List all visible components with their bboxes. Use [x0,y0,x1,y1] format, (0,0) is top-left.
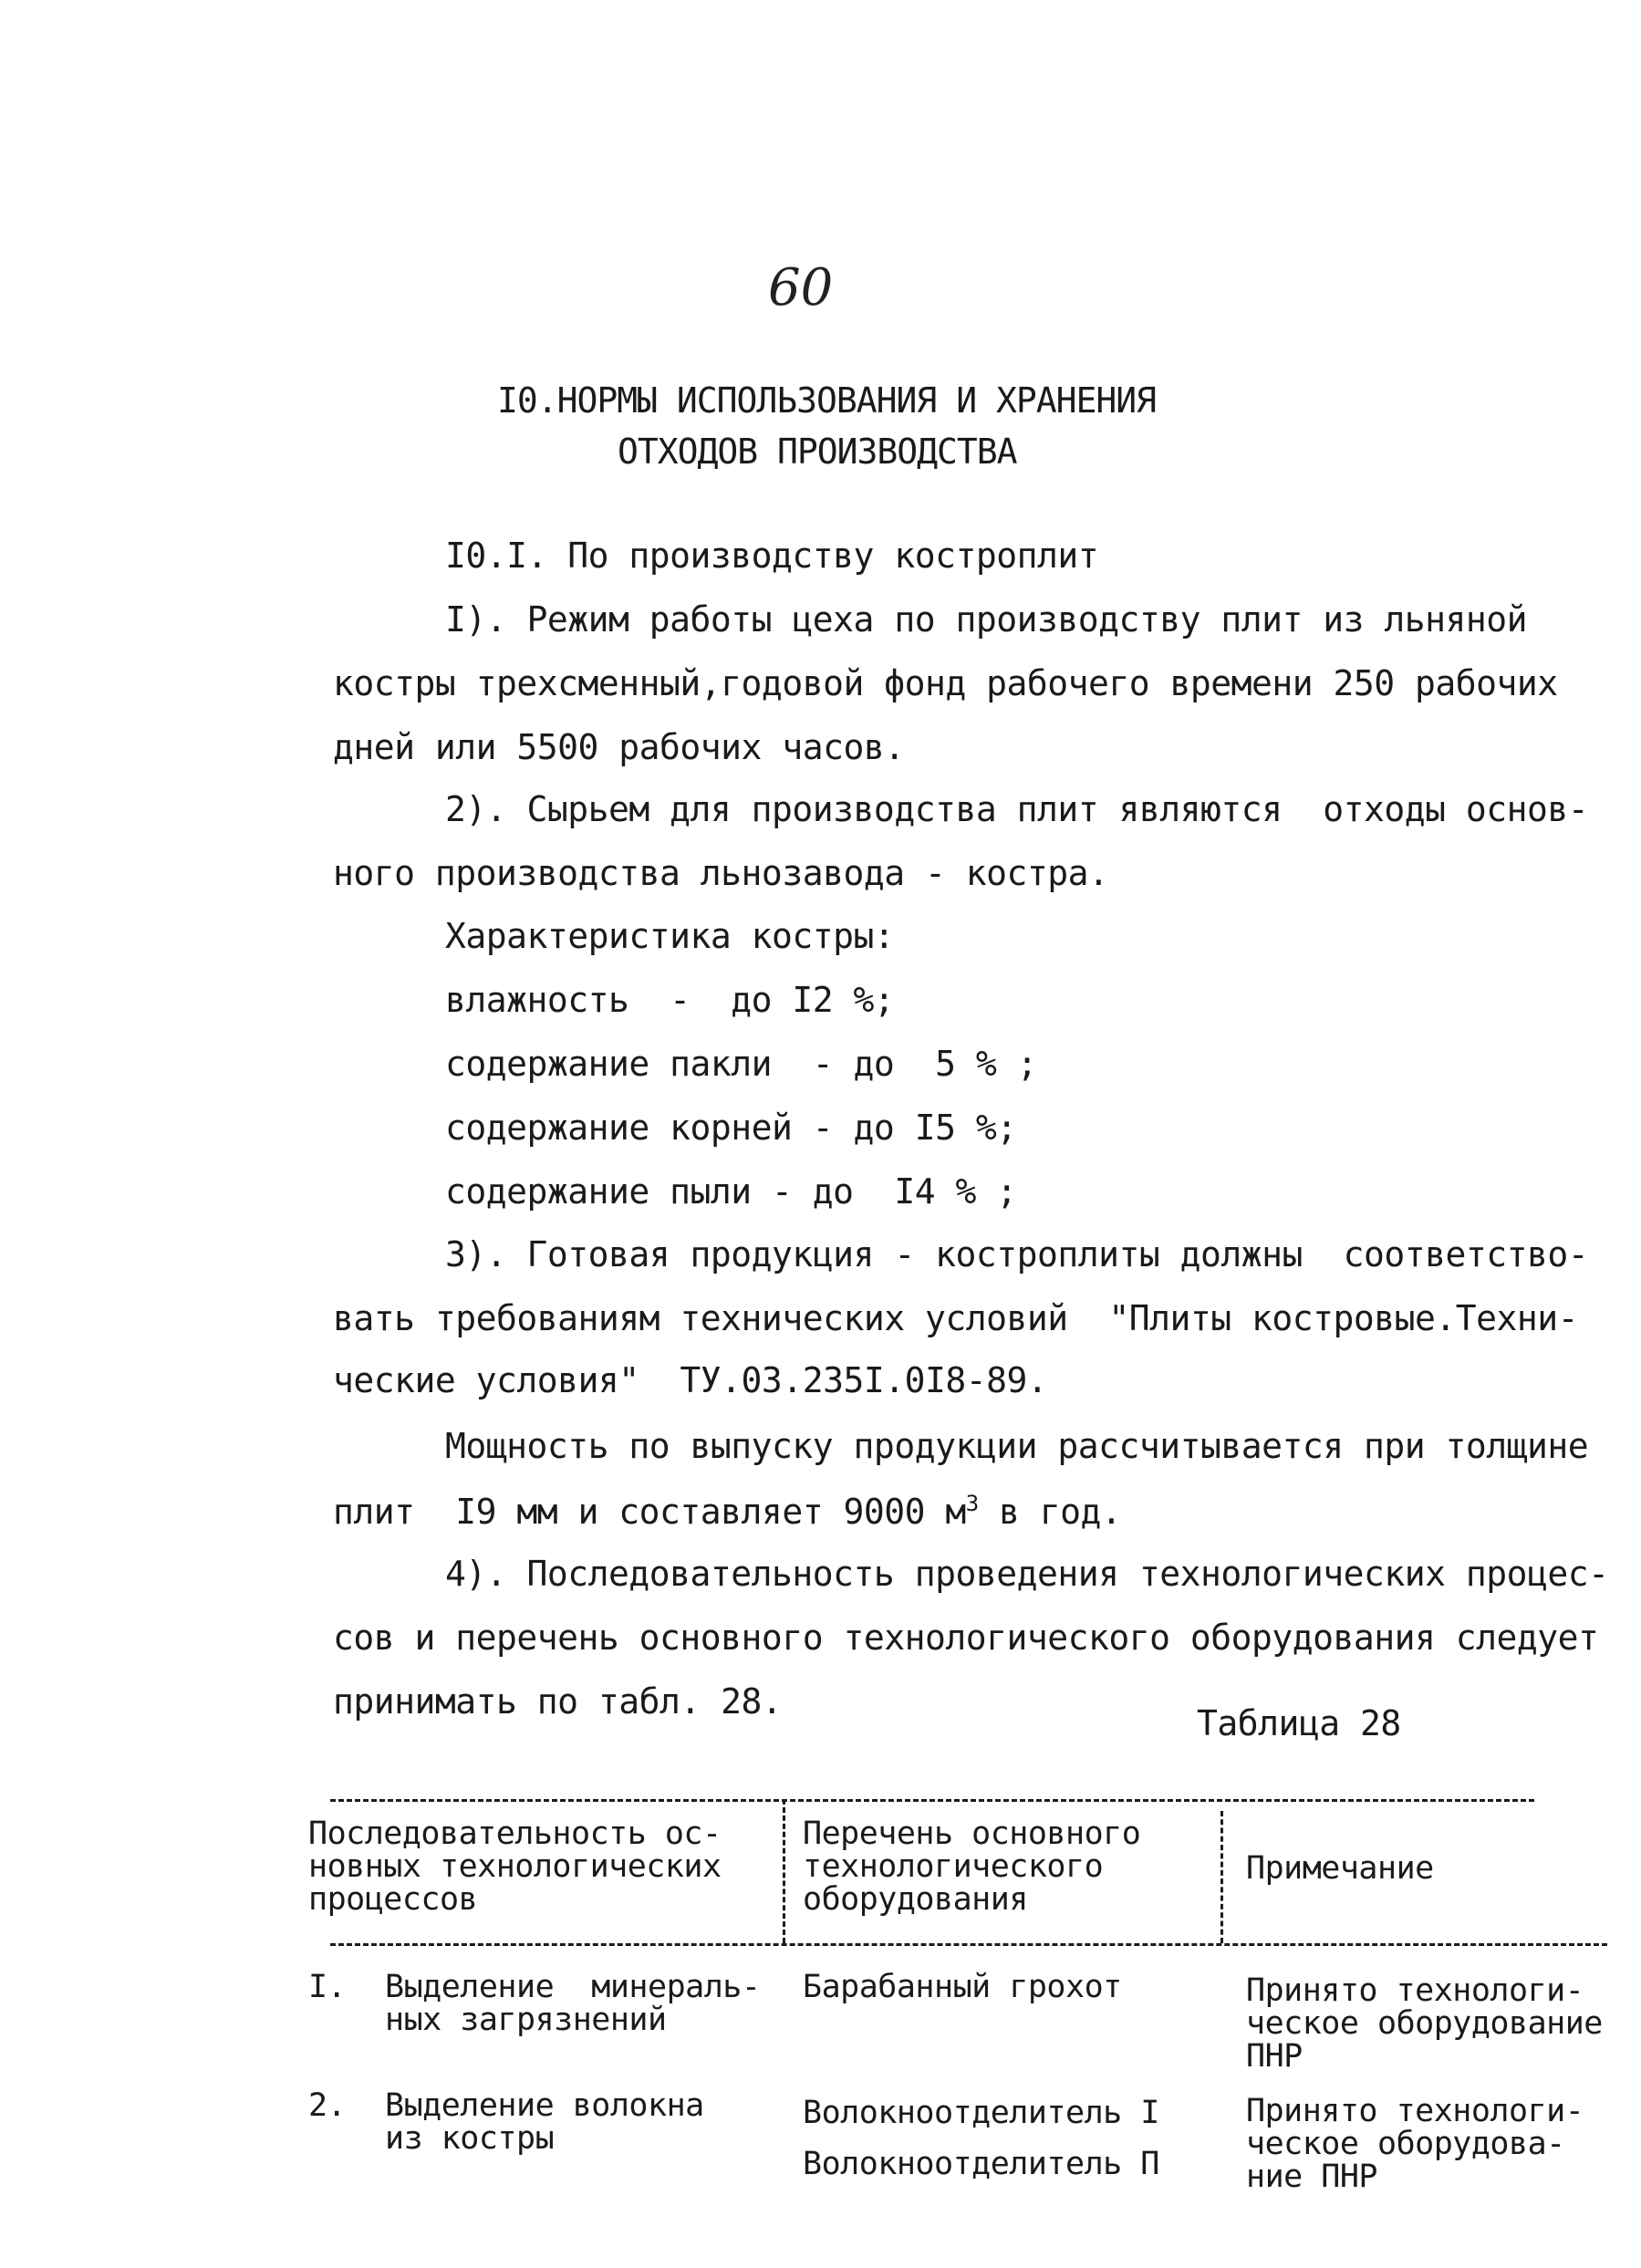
table-header-process [308,1817,722,1916]
paragraph-1-line-2: костры трехсменный,годовой фонд рабочего времени 250 рабочих [333,663,1558,703]
paragraph-5-line-2: сов и перечень основного технологического оборудования следует [333,1618,1599,1658]
row-2-process-line-1: Выделение волокна [385,2087,704,2124]
characteristic-roots: содержание корней - до I5 %; [445,1108,1017,1148]
paragraph-5-line-3: принимать по табл. 28. [333,1681,783,1722]
paragraph-3-line-2: вать требованиям технических условий "Плиты костровые.Техни- [333,1298,1579,1338]
row-1-equipment: Барабанный грохот [803,1969,1122,2005]
capacity-text: плит I9 мм и составляет 9000 м [333,1492,966,1532]
row-2-equipment [803,2087,1159,2190]
table-header-note: Примечание [1246,1850,1434,1887]
row-1-note-line-2: ческое оборудование [1246,2005,1603,2042]
header-equipment-line-2: технологического [803,1848,1104,1885]
row-2-note [1246,2095,1584,2193]
row-1-note [1246,1974,1603,2073]
paragraph-1-line-1: I). Режим работы цеха по производству плит из льняной [445,599,1528,640]
heading-line-1: I0.НОРМЫ ИСПОЛЬЗОВАНИЯ И ХРАНЕНИЯ [497,380,1156,421]
paragraph-4-line-2 [333,1491,1122,1532]
characteristic-tow: содержание пакли - до 5 % ; [445,1044,1037,1084]
heading-line-2: ОТХОДОВ ПРОИЗВОДСТВА [618,432,1017,472]
row-1-process-line-1: Выделение минераль- [385,1969,761,2005]
table-caption: Таблица 28 [1197,1703,1401,1743]
row-1-note-line-1: Принято технологи- [1246,1972,1584,2009]
row-2-equipment-line-2: Волокноотделитель П [803,2146,1159,2182]
characteristic-dust: содержание пыли - до I4 % ; [445,1171,1017,1212]
cubic-superscript: 3 [965,1491,979,1516]
paragraph-4-line-1: Мощность по выпуску продукции рассчитывается при толщине [445,1426,1589,1466]
row-1-note-line-3: ПНР [1246,2038,1303,2075]
paragraph-1-line-3: дней или 5500 рабочих часов. [333,727,905,767]
table-header-equipment [803,1817,1140,1916]
paragraph-3-line-1: 3). Готовая продукция - костроплиты должны соответство- [445,1234,1589,1274]
header-equipment-line-3: оборудования [803,1881,1028,1918]
page-number: 60 [768,258,834,317]
table-header-rule [330,1943,1607,1946]
row-2-process-line-2: из костры [385,2120,555,2157]
paragraph-3-line-3: ческие условия" ТУ.03.235I.0I8-89. [333,1360,1048,1400]
table-column-divider-2 [1220,1811,1223,1943]
characteristic-moisture: влажность - до I2 %; [445,980,895,1020]
characteristics-title: Характеристика костры: [445,916,895,956]
header-process-line-1: Последовательность ос- [308,1815,722,1852]
header-process-line-3: процессов [308,1881,478,1918]
row-2-note-line-3: ние ПНР [1246,2159,1378,2195]
row-2-equipment-line-1: Волокноотделитель I [803,2095,1159,2131]
paragraph-2-line-2: ного производства льнозавода - костра. [333,853,1109,893]
table-top-rule [330,1799,1534,1802]
header-process-line-2: новных технологических [308,1848,722,1885]
row-1-process [385,1971,760,2036]
row-2-note-line-2: ческое оборудова- [1246,2126,1565,2162]
paragraph-5-line-1: 4). Последовательность проведения технологических процес- [445,1554,1609,1594]
row-2-process [385,2089,704,2155]
row-1-process-line-2: ных загрязнений [385,2002,667,2038]
paragraph-2-line-1: 2). Сырьем для производства плит являются отходы основ- [445,789,1589,829]
row-1-number: I. [308,1969,347,2005]
row-2-note-line-1: Принято технологи- [1246,2093,1584,2129]
header-equipment-line-1: Перечень основного [803,1815,1141,1852]
capacity-text-end: в год. [978,1492,1122,1532]
section-title: I0.I. По производству костроплит [445,536,1099,576]
table-column-divider-1 [783,1799,785,1943]
row-2-number: 2. [308,2087,347,2124]
